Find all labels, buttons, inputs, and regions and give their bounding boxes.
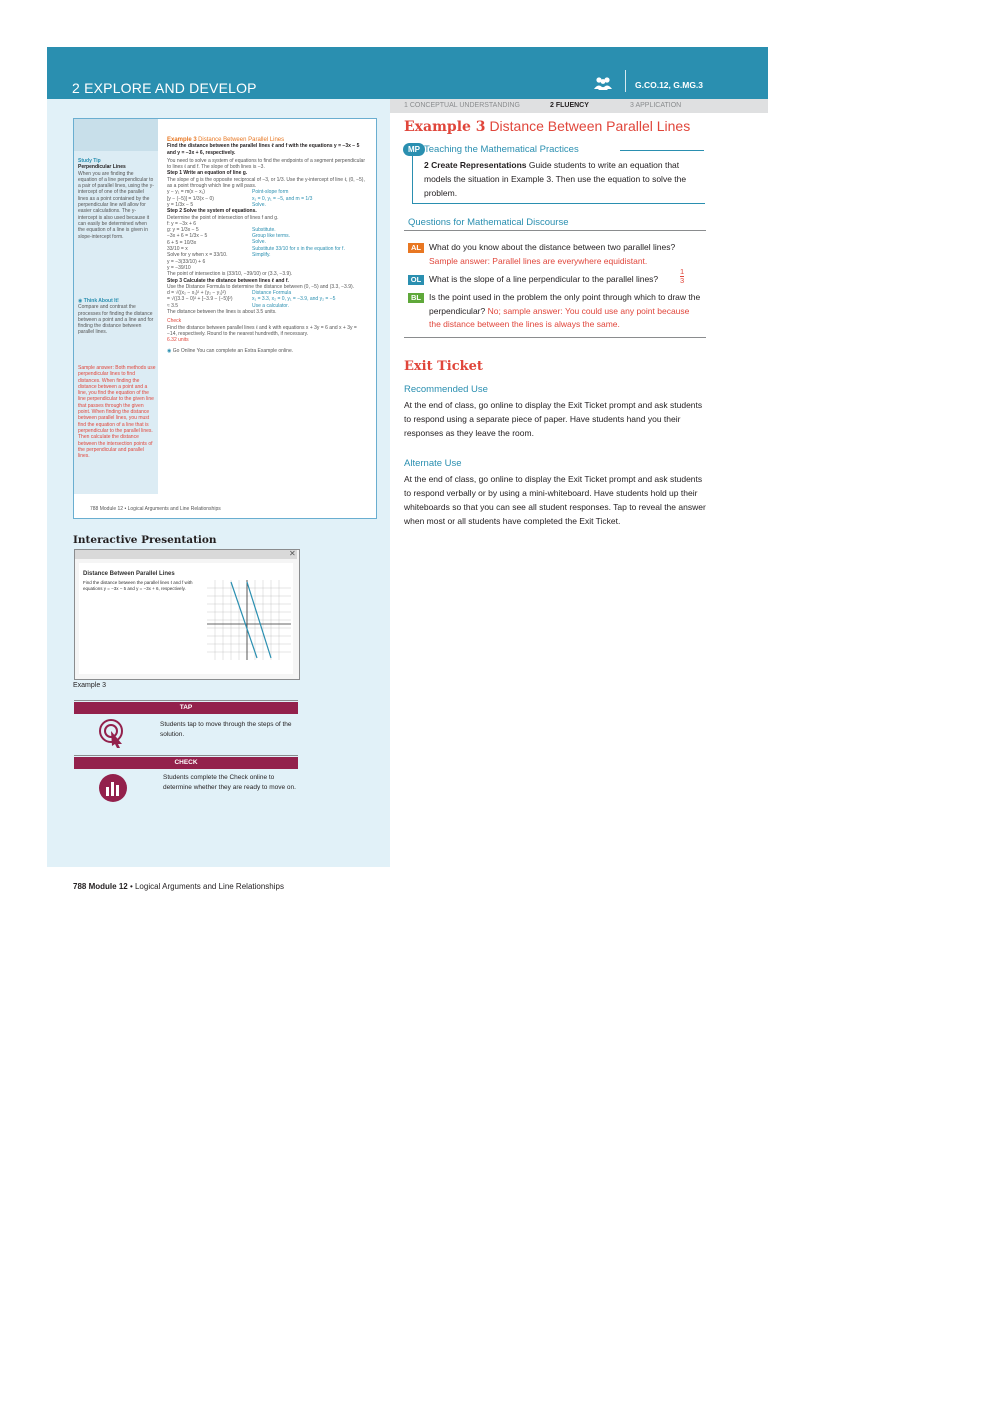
step2-line: −3x + 6 = 1/3x − 5: [167, 233, 208, 240]
step2-line: y = −3(33/10) + 6: [167, 258, 206, 265]
step1-note: Solve.: [252, 201, 266, 208]
question-al: [429, 241, 701, 268]
practices-heading: Teaching the Mathematical Practices: [424, 144, 579, 155]
thumb-problem: Find the distance between the parallel lines ℓ and f with the equations y = −3x − 5 and y = −3x + 6, respectively.: [167, 143, 360, 156]
divider: [74, 755, 298, 756]
step2-note: Group like terms.: [252, 233, 291, 240]
tap-pointer-icon: [98, 718, 128, 748]
standards-codes: G.CO.12, G.MG.3: [635, 80, 704, 90]
thumb-example-title: Distance Between Parallel Lines: [198, 137, 285, 143]
step2-note: Simplify.: [252, 252, 271, 259]
practices-body: Guide students to write an equation that models the situation in Example 3. Then use the equation to solve the problem.: [424, 160, 687, 198]
answer-numerator: 1: [680, 267, 685, 276]
think-about-it: [78, 298, 154, 336]
step2-line: Solve for y when x = 33/10.: [167, 252, 228, 259]
rigor-bar: [390, 99, 768, 113]
level-badge-bl: BL: [408, 293, 424, 303]
recommended-use-heading: Recommended Use: [404, 384, 488, 395]
thumb-footer: 788 Module 12 • Logical Arguments and Line Relationships: [90, 506, 221, 512]
thumb-step2: Step 2 Solve the system of equations.: [167, 208, 257, 215]
question-bl-text: Is the point used in the problem the only point through which to draw the perpendicular?: [429, 292, 701, 316]
step2-note: Solve.: [252, 239, 266, 246]
level-badge-al: AL: [408, 243, 424, 253]
step2-note: Substitute 33/10 for x in the equation for f.: [252, 245, 345, 252]
lightbulb-icon: ◉: [78, 298, 84, 304]
step1-line: y = 1/3x − 5: [167, 201, 194, 208]
step2-line: y = −39/10: [167, 264, 191, 271]
step2-intersection: The point of intersection is (33/10, −39/10) or (3.3, −3.9).: [167, 271, 293, 278]
question-ol-answer: [680, 268, 684, 285]
think-text: Compare and contrast the processes for finding the distance between a point and a line and for finding the distance between parallel lines.: [78, 304, 154, 336]
thumb-step1-text: The slope of g is the opposite reciprocal of −3, or 1/3. Use the y-intercept of line ℓ, (0, −5), as a point through which line g will pass.: [167, 176, 365, 190]
step1-note: Point-slope form: [252, 189, 289, 196]
sample-answer: Sample answer: Both methods use perpendicular lines to find distances. When finding the distance between a point and a line, you find the equation of the line perpendicular to the given line that passes through the given point. When finding the distance between parallel lines, you must find the equation of a line that is perpendicular to the parallel lines. Then calculate the distance between the intersection points of the perpendicular and parallel lines.: [78, 365, 156, 460]
thumb-go-online-text: Go Online You can complete an Extra Example online.: [172, 347, 294, 354]
page-footer: [73, 882, 284, 891]
thumb-step1: Step 1 Write an equation of line g.: [167, 170, 248, 177]
step1-note: x₁ = 0, y₁ = −5, and m = 1/3: [252, 195, 313, 202]
question-ol: [429, 273, 701, 287]
divider: [74, 700, 298, 701]
question-bl: [429, 291, 701, 332]
example-label: Example 3: [404, 119, 486, 135]
rigor-fluency: 2 FLUENCY: [550, 102, 589, 109]
coordinate-graph: [207, 580, 291, 660]
study-tip-subtitle: Perpendicular Lines: [78, 164, 126, 171]
step2-line: 6 + 5 = 10/3x: [167, 239, 197, 246]
step3-line: d = √((x₂ − x₁)² + (y₂ − y₁)²): [167, 290, 226, 297]
question-al-answer: Sample answer: Parallel lines are everywhere equidistant.: [429, 255, 648, 266]
student-page-sidebar-header: [74, 119, 158, 151]
exit-ticket-title: Exit Ticket: [404, 359, 483, 374]
discourse-heading: Questions for Mathematical Discourse: [408, 217, 569, 228]
page-number: 788: [73, 882, 87, 891]
question-bl-answer: sample answer: You could use any point because the distance between the lines is always the same.: [429, 305, 690, 329]
close-icon[interactable]: ✕: [289, 549, 296, 558]
discourse-rule: [404, 230, 706, 231]
study-tip-title: Study Tip: [78, 158, 101, 164]
bar-chart-icon: [98, 773, 128, 803]
interactive-screen-toolbar: [75, 550, 297, 559]
thumb-go-online: [167, 348, 367, 354]
thumb-step3: Step 3 Calculate the distance between lines ℓ and f.: [167, 277, 289, 284]
step2-line: f: y = −3x + 6: [167, 220, 197, 227]
level-badge-ol: OL: [408, 275, 424, 285]
section-title: 2 EXPLORE AND DEVELOP: [72, 80, 257, 96]
interactive-presentation-title: Interactive Presentation: [73, 534, 217, 546]
step3-line: ≈ 3.5: [167, 302, 179, 309]
thumb-check-answer: 6.32 units: [167, 337, 189, 344]
step2-line: 33/10 = x: [167, 246, 188, 253]
practices-bold: 2 Create Representations: [424, 160, 527, 170]
answer-denominator: 3: [680, 276, 685, 285]
question-ol-text: What is the slope of a line perpendicular to the parallel lines?: [429, 274, 659, 284]
question-bl-prefix: No;: [487, 305, 501, 316]
thumb-example-label: Example 3: [167, 137, 197, 143]
practices-rule: [620, 150, 704, 151]
check-description: Students complete the Check online to determine whether they are ready to move on.: [163, 774, 296, 791]
student-page-body: [167, 137, 367, 354]
thumb-conclusion: The distance between the lines is about 3.5 units.: [167, 309, 277, 316]
chapter-label: • Logical Arguments and Line Relationships: [129, 882, 284, 891]
step2-line: g: y = 1/3x − 5: [167, 227, 199, 234]
tap-description: Students tap to move through the steps of the solution.: [160, 721, 292, 738]
header-divider: [625, 70, 626, 92]
module-label: Module 12: [88, 882, 128, 891]
thumb-step2-text: Determine the point of intersection of lines f and g.: [167, 214, 279, 221]
example-title: Distance Between Parallel Lines: [489, 118, 691, 134]
discourse-bottom-rule: [404, 337, 706, 338]
go-online-icon: ◉: [167, 347, 173, 354]
interactive-screen-title: Distance Between Parallel Lines: [83, 571, 175, 577]
thumb-check-label: Check: [167, 318, 182, 325]
mp-badge-icon: MP: [403, 143, 425, 156]
rigor-conceptual: 1 CONCEPTUAL UNDERSTANDING: [404, 102, 520, 109]
step2-note: Substitute.: [252, 226, 276, 233]
practices-text: [424, 158, 699, 200]
study-tip-text: When you are finding the equation of a line perpendicular to a pair of parallel lines, using the y-intercept of one of the parallel lines as a point contained by the perpendicular line will allow for easier calculations. The y-intercept is also used because it can easily be determined when the equation of a line is given in slope-intercept form.: [78, 170, 154, 240]
study-tip: [78, 158, 154, 240]
alternate-use-heading: Alternate Use: [404, 458, 462, 469]
interactive-caption: Example 3: [73, 682, 107, 689]
question-al-text: What do you know about the distance between two parallel lines?: [429, 242, 676, 252]
step3-note: x₁ = 3.3, x₂ = 0, y₁ = −3.9, and y₂ = −5: [252, 296, 336, 303]
example-heading: [404, 118, 690, 135]
step3-note: Use a calculator.: [252, 302, 289, 309]
step3-line: = √((3.3 − 0)² + [−3.9 − (−5)]²): [167, 296, 233, 303]
check-tab: CHECK: [74, 757, 298, 769]
people-group-icon: [594, 76, 612, 90]
thumb-step3-text: Use the Distance Formula to determine the distance between (0, −5) and (3.3, −3.9).: [167, 283, 355, 290]
step1-line: [y − (−5)] = 1/3(x − 0): [167, 195, 214, 202]
step1-line: y − y₁ = m(x − x₁): [167, 189, 205, 196]
interactive-screen-text: Find the distance between the parallel lines ℓ and f with equations y = −3x − 5 and y = −3x + 6, respectively.: [83, 580, 193, 591]
recommended-use-text: At the end of class, go online to display the Exit Ticket prompt and ask students to respond using a separate piece of paper. Have students hand you their responses as they leave the room.: [404, 400, 703, 438]
rigor-application: 3 APPLICATION: [630, 102, 682, 109]
think-title: Think About It!: [83, 298, 119, 304]
alternate-use-text: At the end of class, go online to display the Exit Ticket prompt and ask students to respond verbally or by using a mini-whiteboard. Have students hold up their whiteboards so that you can see all student responses. Tap to reveal the answer when most or all students have completed the Exit Ticket.: [404, 474, 706, 526]
step3-note: Distance Formula: [252, 290, 292, 297]
thumb-intro: You need to solve a system of equations to find the endpoints of a segment perpendicular to lines ℓ and f. The slope of both lines is −3.: [167, 157, 366, 171]
thumb-check-text: Find the distance between parallel lines ℓ and k with equations x + 3y = 6 and x + 3y = −14, respectively. Round to the nearest hundredth, if necessary.: [167, 324, 357, 337]
tap-tab: TAP: [74, 702, 298, 714]
